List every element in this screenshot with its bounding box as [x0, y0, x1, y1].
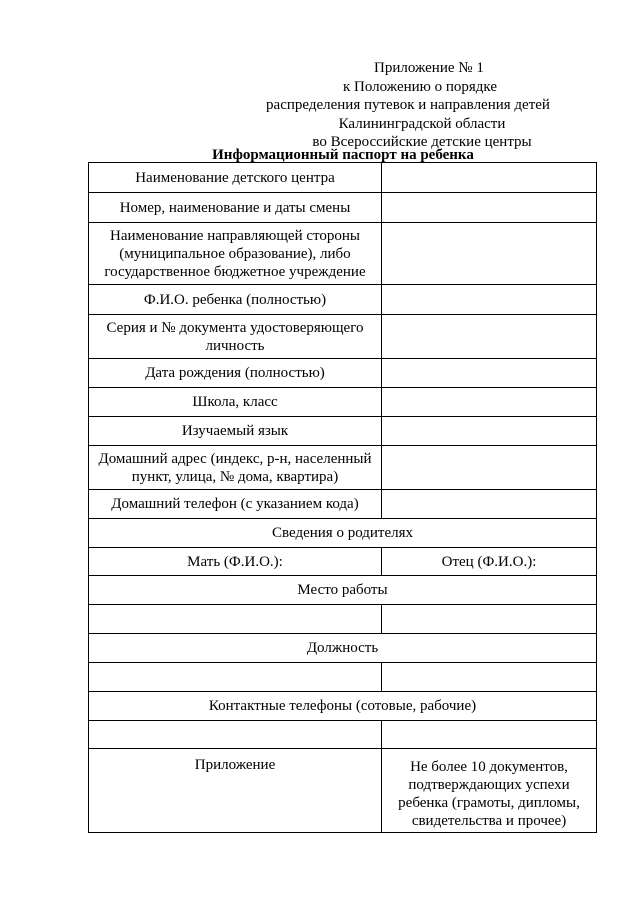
table-row [89, 359, 597, 388]
table-row [89, 193, 597, 223]
value-school[interactable] [382, 388, 597, 417]
table-row [89, 663, 597, 692]
table-row [89, 163, 597, 193]
table-row [89, 605, 597, 634]
section-contact-phones: Контактные телефоны (сотовые, рабочие) [89, 692, 597, 721]
value-father-workplace[interactable] [382, 605, 597, 634]
table-row [89, 388, 597, 417]
value-language[interactable] [382, 417, 597, 446]
header-line-3: распределения путевок и направления детей [266, 97, 550, 113]
label-center-name: Наименование детского центра [89, 163, 382, 193]
value-center-name[interactable] [382, 163, 597, 193]
appendix-number: Приложение № 1 [374, 60, 484, 76]
table-row [89, 490, 597, 519]
value-sending-party[interactable] [382, 223, 597, 285]
value-mother-position[interactable] [89, 663, 382, 692]
attachment-note: Не более 10 документов, подтверждающих успехи ребенка (грамоты, дипломы, свидетельства и прочее) [382, 749, 597, 833]
table-row [89, 576, 597, 605]
label-mother: Мать (Ф.И.О.): [89, 548, 382, 576]
table-row [89, 548, 597, 576]
label-father: Отец (Ф.И.О.): [382, 548, 597, 576]
value-phone[interactable] [382, 490, 597, 519]
label-child-name: Ф.И.О. ребенка (полностью) [89, 285, 382, 315]
document-header [240, 59, 640, 152]
table-row [89, 285, 597, 315]
table-row [89, 519, 597, 548]
value-mother-workplace[interactable] [89, 605, 382, 634]
label-document: Серия и № документа удостоверяющего личность [89, 315, 382, 359]
table-row [89, 692, 597, 721]
value-father-phones[interactable] [382, 721, 597, 749]
value-father-position[interactable] [382, 663, 597, 692]
header-line-2: к Положению о порядке [343, 78, 497, 95]
value-birth-date[interactable] [382, 359, 597, 388]
passport-table [88, 162, 597, 833]
value-address[interactable] [382, 446, 597, 490]
label-birth-date: Дата рождения (полностью) [89, 359, 382, 388]
value-mother-phones[interactable] [89, 721, 382, 749]
table-row [89, 721, 597, 749]
label-shift: Номер, наименование и даты смены [89, 193, 382, 223]
header-line-5: во Всероссийские детские центры [312, 134, 532, 150]
value-shift[interactable] [382, 193, 597, 223]
value-child-name[interactable] [382, 285, 597, 315]
section-position: Должность [89, 634, 597, 663]
section-parents: Сведения о родителях [89, 519, 597, 548]
table-row [89, 315, 597, 359]
label-school: Школа, класс [89, 388, 382, 417]
header-line-4: Калининградской области [338, 115, 506, 132]
label-sending-party: Наименование направляющей стороны (муниципальное образование), либо государственное бюджетное учреждение [89, 223, 382, 285]
label-language: Изучаемый язык [89, 417, 382, 446]
label-address: Домашний адрес (индекс, р-н, населенный пункт, улица, № дома, квартира) [89, 446, 382, 490]
value-document[interactable] [382, 315, 597, 359]
table-row [89, 223, 597, 285]
table-row [89, 446, 597, 490]
label-phone: Домашний телефон (с указанием кода) [89, 490, 382, 519]
table-row [89, 417, 597, 446]
table-row [89, 749, 597, 833]
label-attachment: Приложение [89, 749, 382, 833]
document-title: Информационный паспорт на ребенка [212, 147, 474, 163]
table-row [89, 634, 597, 663]
section-workplace: Место работы [89, 576, 597, 605]
